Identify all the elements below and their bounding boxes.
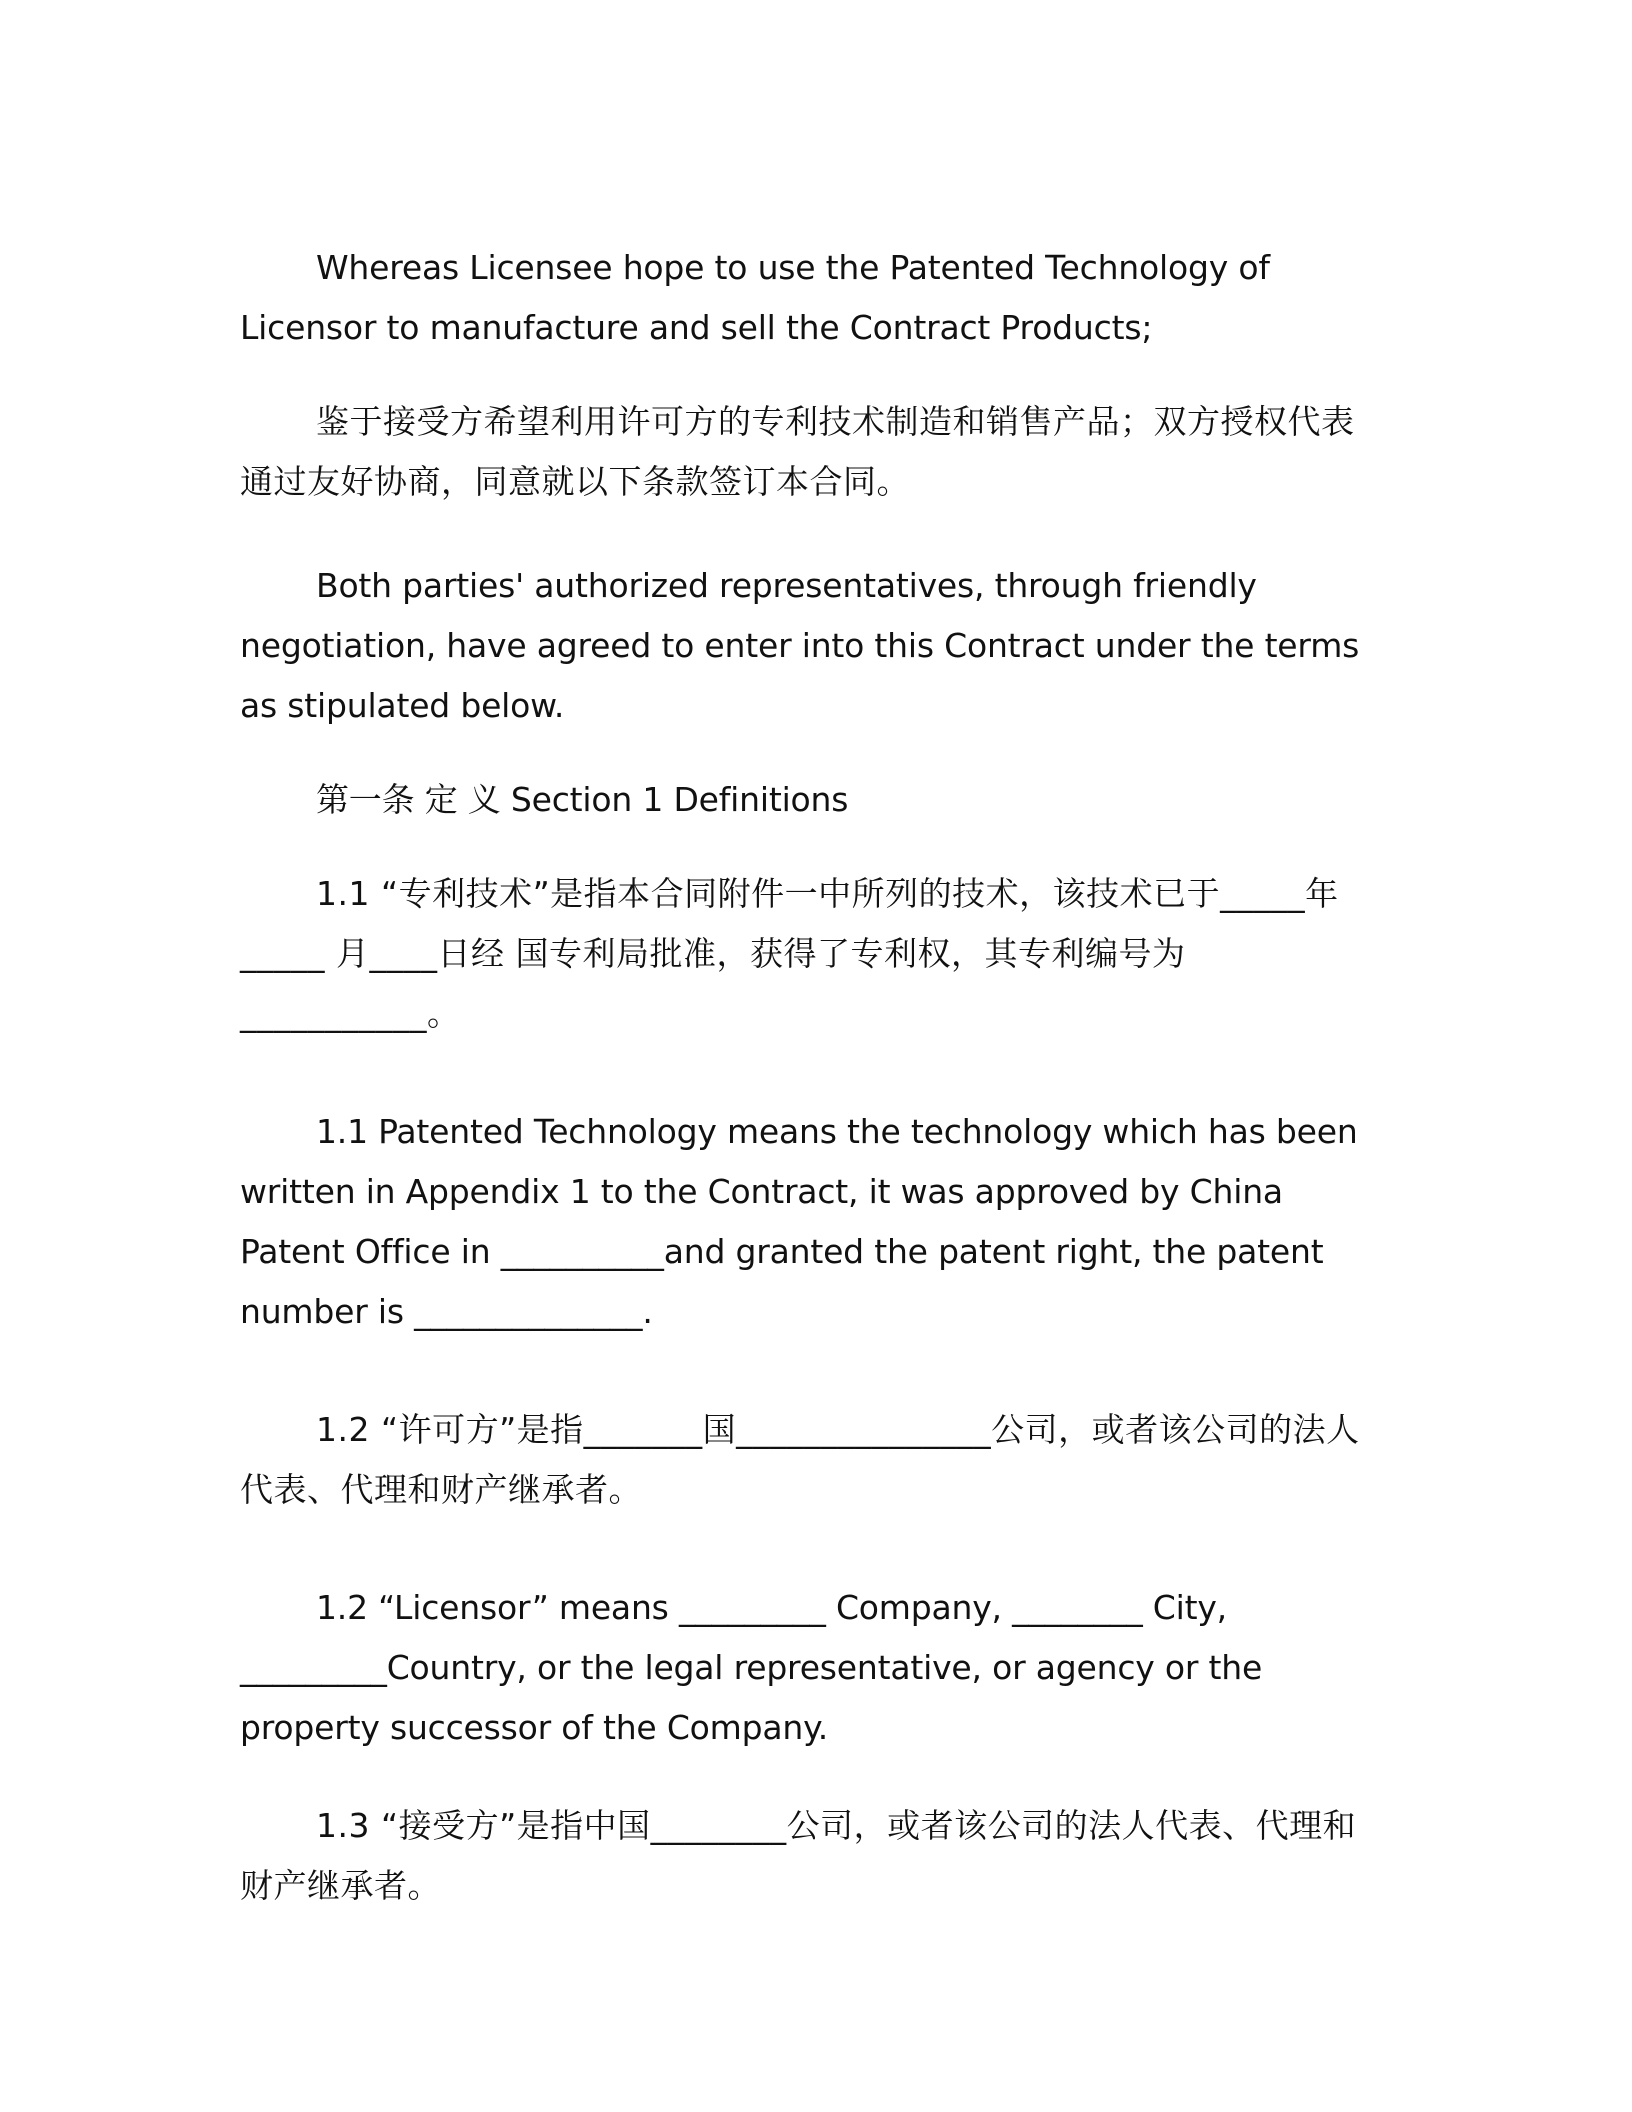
spacer xyxy=(240,1044,1376,1102)
clause-1-3-cn: 1.3 “接受方”是指中国________公司，或者该公司的法人代表、代理和财产继承者。 xyxy=(240,1806,1357,1905)
section-1-heading: 第一条 定 义 Section 1 Definitions xyxy=(316,780,849,819)
spacer xyxy=(240,1520,1376,1578)
paragraph-whereas-en: Whereas Licensee hope to use the Patented Technology of Licensor to manufacture and sell the Contract Products; xyxy=(240,248,1270,347)
spacer xyxy=(240,358,1376,392)
clause-1-1-cn: 1.1 “专利技术”是指本合同附件一中所列的技术，该技术已于_____年_____ 月____日经 国专利局批准，获得了专利权，其专利编号为___________。 xyxy=(240,874,1339,1033)
paragraph-agreement-en: Both parties' authorized representatives, through friendly negotiation, have agreed to enter into this Contract under the terms as stipulated below. xyxy=(240,566,1360,725)
spacer xyxy=(240,830,1376,864)
spacer xyxy=(240,1758,1376,1796)
spacer xyxy=(240,1342,1376,1400)
spacer xyxy=(240,512,1376,556)
clause-1-2-cn: 1.2 “许可方”是指_______国_______________公司，或者该公司的法人代表、代理和财产继承者。 xyxy=(240,1410,1360,1509)
spacer xyxy=(240,736,1376,770)
clause-1-2-en: 1.2 “Licensor” means _________ Company, ________ City, _________Country, or the legal representative, or agency or the property successor of the Company. xyxy=(240,1588,1263,1747)
paragraph-whereas-cn: 鉴于接受方希望利用许可方的专利技术制造和销售产品；双方授权代表通过友好协商，同意就以下条款签订本合同。 xyxy=(240,402,1355,501)
clause-1-1-en: 1.1 Patented Technology means the technology which has been written in Appendix 1 to the Contract, it was approved by China Patent Office in __________and granted the patent right, the patent number is ______________. xyxy=(240,1112,1358,1331)
document-body xyxy=(240,238,1376,1916)
